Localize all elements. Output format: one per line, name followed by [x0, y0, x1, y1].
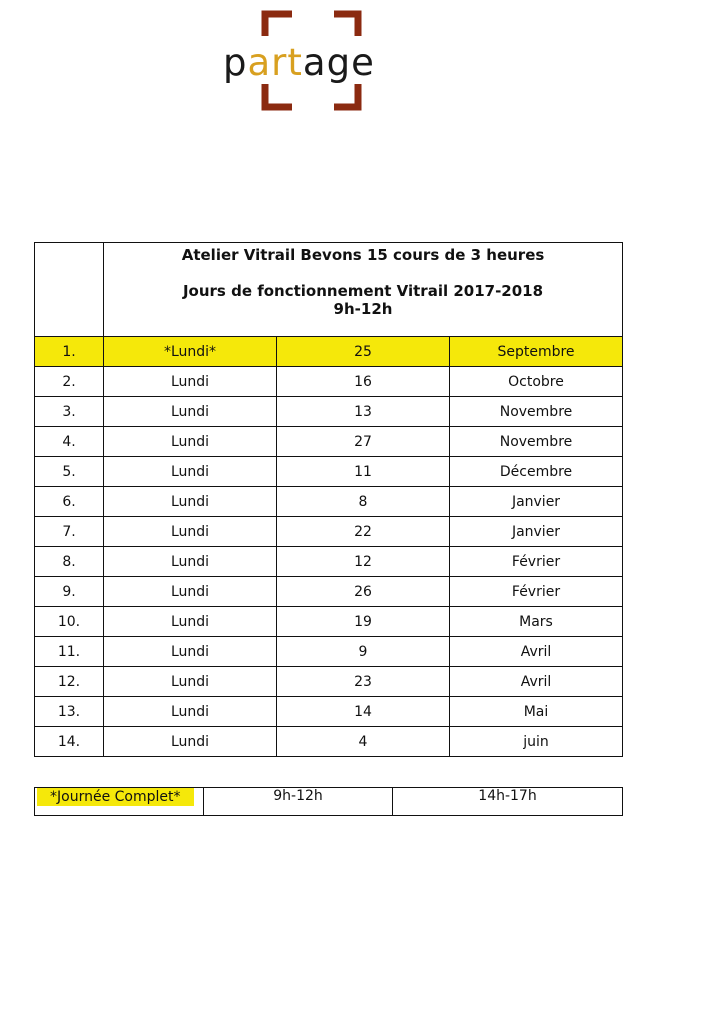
empty-header-cell — [35, 243, 104, 337]
row-date: 19 — [277, 607, 450, 637]
row-number-text: 10. — [57, 613, 81, 630]
table-row — [35, 637, 623, 667]
row-month: Janvier — [450, 487, 623, 517]
row-number — [35, 637, 104, 667]
table-row — [35, 577, 623, 607]
row-day: Lundi — [104, 457, 277, 487]
table-row — [35, 427, 623, 457]
table-row — [35, 607, 623, 637]
row-date: 11 — [277, 457, 450, 487]
row-day: Lundi — [104, 577, 277, 607]
svg-text:partage: partage — [223, 41, 375, 84]
row-number-text: 13. — [57, 703, 81, 720]
row-number-text: 8. — [62, 553, 76, 570]
row-number — [35, 487, 104, 517]
table-row — [35, 547, 623, 577]
row-month: Octobre — [450, 367, 623, 397]
footer-table — [34, 787, 623, 816]
row-date: 22 — [277, 517, 450, 547]
row-date: 8 — [277, 487, 450, 517]
row-day: Lundi — [104, 487, 277, 517]
table-hours: 9h-12h — [333, 300, 393, 318]
row-number-text: 9. — [62, 583, 76, 600]
row-number-text: 14. — [57, 733, 81, 750]
table-header-row — [35, 243, 623, 337]
row-number-text: 2. — [62, 373, 76, 390]
row-month: Avril — [450, 667, 623, 697]
row-day: Lundi — [104, 637, 277, 667]
row-number — [35, 427, 104, 457]
row-number — [35, 697, 104, 727]
row-number-text: 1. — [62, 343, 76, 360]
row-day: Lundi — [104, 397, 277, 427]
row-month: Septembre — [450, 337, 623, 367]
row-month: Mars — [450, 607, 623, 637]
row-month: Novembre — [450, 427, 623, 457]
row-number — [35, 337, 104, 367]
row-number — [35, 577, 104, 607]
row-month: Janvier — [450, 517, 623, 547]
row-number — [35, 667, 104, 697]
row-number — [35, 457, 104, 487]
row-day: Lundi — [104, 607, 277, 637]
row-date: 13 — [277, 397, 450, 427]
footer-row — [35, 788, 623, 816]
row-number — [35, 517, 104, 547]
row-month: Mai — [450, 697, 623, 727]
row-number-text: 6. — [62, 493, 76, 510]
row-number — [35, 607, 104, 637]
table-row — [35, 337, 623, 367]
table-row — [35, 397, 623, 427]
row-month: juin — [450, 727, 623, 757]
row-date: 26 — [277, 577, 450, 607]
row-day: Lundi — [104, 547, 277, 577]
partage-logo — [222, 8, 404, 112]
table-row — [35, 367, 623, 397]
row-number — [35, 367, 104, 397]
table-title: Atelier Vitrail Bevons 15 cours de 3 heures — [181, 246, 545, 264]
row-number-text: 7. — [62, 523, 76, 540]
row-date: 14 — [277, 697, 450, 727]
row-month: Février — [450, 547, 623, 577]
table-row — [35, 727, 623, 757]
row-date: 4 — [277, 727, 450, 757]
table-row — [35, 487, 623, 517]
row-date: 25 — [277, 337, 450, 367]
row-number-text: 11. — [57, 643, 81, 660]
table-row — [35, 517, 623, 547]
row-month: Février — [450, 577, 623, 607]
full-day-note: *Journée Complet* — [37, 788, 194, 806]
row-day: Lundi — [104, 667, 277, 697]
row-number-text: 5. — [62, 463, 76, 480]
table-title-cell — [104, 243, 623, 337]
morning-hours: 9h-12h — [204, 788, 393, 816]
row-number — [35, 547, 104, 577]
row-day: Lundi — [104, 367, 277, 397]
schedule-table — [34, 242, 623, 757]
row-day: Lundi — [104, 517, 277, 547]
row-number-text: 12. — [57, 673, 81, 690]
row-date: 16 — [277, 367, 450, 397]
row-number-text: 4. — [62, 433, 76, 450]
row-date: 12 — [277, 547, 450, 577]
row-month: Avril — [450, 637, 623, 667]
row-day: *Lundi* — [104, 337, 277, 367]
table-row — [35, 667, 623, 697]
afternoon-hours: 14h-17h — [393, 788, 623, 816]
row-number — [35, 397, 104, 427]
table-row — [35, 457, 623, 487]
row-number — [35, 727, 104, 757]
row-date: 27 — [277, 427, 450, 457]
full-day-note-cell — [35, 788, 204, 816]
row-month: Novembre — [450, 397, 623, 427]
table-row — [35, 697, 623, 727]
row-day: Lundi — [104, 697, 277, 727]
row-number-text: 3. — [62, 403, 76, 420]
row-date: 9 — [277, 637, 450, 667]
row-day: Lundi — [104, 427, 277, 457]
table-subtitle: Jours de fonctionnement Vitrail 2017-2018 — [182, 282, 544, 300]
row-month: Décembre — [450, 457, 623, 487]
row-date: 23 — [277, 667, 450, 697]
row-day: Lundi — [104, 727, 277, 757]
